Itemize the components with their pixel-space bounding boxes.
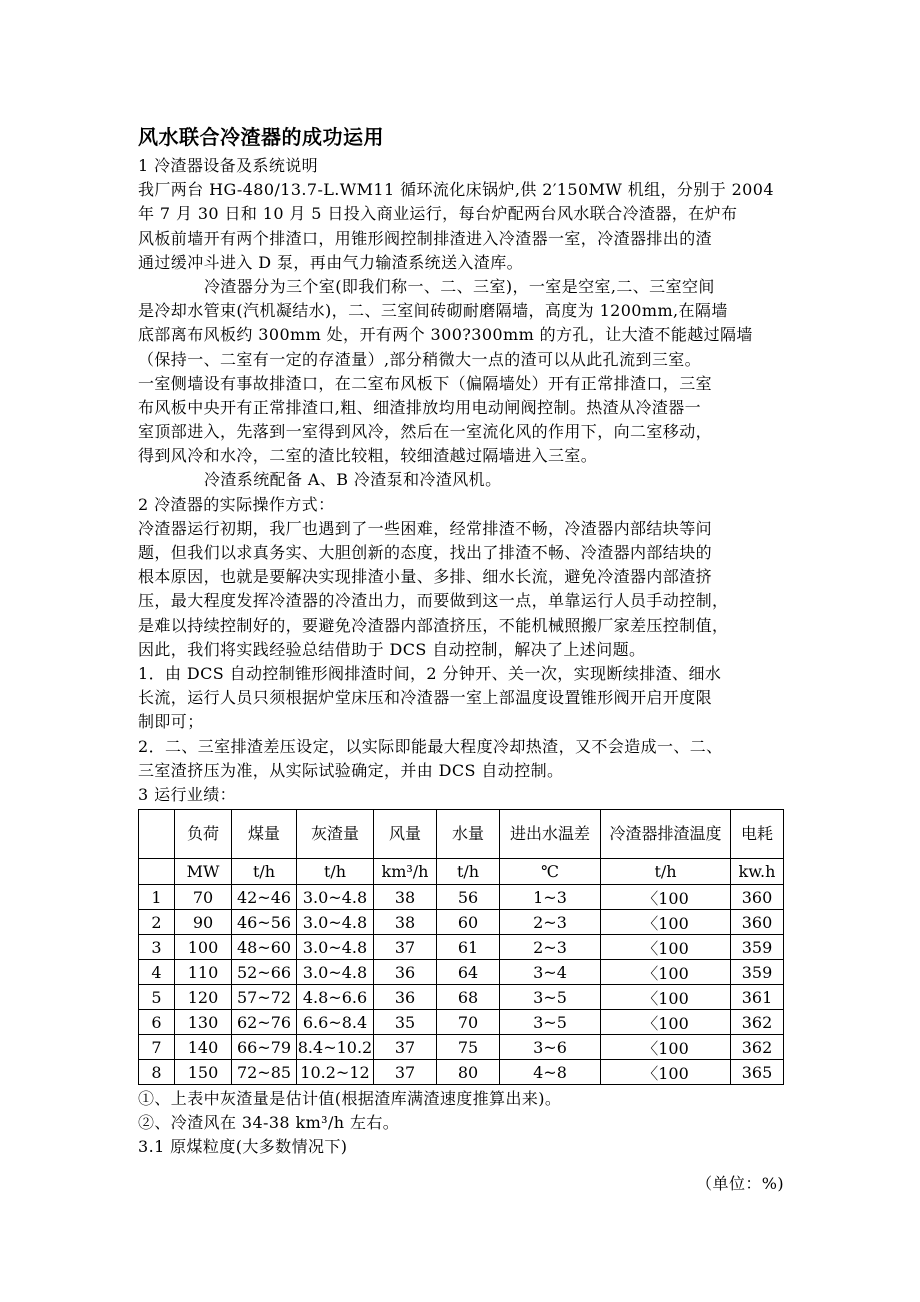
table-row bbox=[139, 1060, 784, 1085]
table-cell: 煤量 bbox=[232, 810, 297, 859]
section-1-paragraph-2 bbox=[138, 275, 784, 469]
section-2-paragraph-1 bbox=[138, 517, 784, 662]
table-cell: 〈100 bbox=[601, 1060, 731, 1085]
text-line: 布风板中央开有正常排渣口,粗、细渣排放均用电动闸阀控制。热渣从冷渣器一 bbox=[138, 397, 702, 417]
table-row bbox=[139, 1035, 784, 1060]
table-cell: 进出水温差 bbox=[500, 810, 601, 859]
table-cell: 48~60 bbox=[232, 935, 297, 960]
section-3-heading: 3 运行业绩： bbox=[138, 784, 237, 804]
table-cell: 120 bbox=[175, 985, 232, 1010]
text-line: 压，最大程度发挥冷渣器的冷渣出力，而要做到这一点，单靠运行人员手动控制， bbox=[138, 591, 729, 611]
table-cell: 360 bbox=[731, 885, 784, 910]
section-2-heading: 2 冷渣器的实际操作方式： bbox=[138, 494, 335, 514]
text-line: 因此，我们将实践经验总结借助于 DCS 自动控制，解决了上述问题。 bbox=[138, 639, 646, 659]
table-row bbox=[139, 885, 784, 910]
text-line: 得到风冷和水冷，二室的渣比较粗，较细渣越过隔墙进入三室。 bbox=[138, 446, 598, 466]
table-cell: 57~72 bbox=[232, 985, 297, 1010]
table-cell: 8.4~10.2 bbox=[297, 1035, 374, 1060]
performance-table bbox=[138, 809, 784, 1085]
list-item-2 bbox=[138, 735, 784, 783]
section-1-paragraph-3: 冷渣系统配备 A、B 冷渣泵和冷渣风机。 bbox=[204, 470, 502, 490]
table-units-row bbox=[139, 859, 784, 885]
table-cell: 〈100 bbox=[601, 985, 731, 1010]
table-cell: 75 bbox=[437, 1035, 500, 1060]
table-cell: km³/h bbox=[374, 859, 437, 885]
table-cell: 3.0~4.8 bbox=[297, 935, 374, 960]
table-cell: 风量 bbox=[374, 810, 437, 859]
table-cell: 36 bbox=[374, 985, 437, 1010]
list-item-1 bbox=[138, 662, 784, 735]
section-1-paragraph-1 bbox=[138, 178, 784, 275]
unit-note: （单位：%) bbox=[696, 1173, 784, 1193]
table-cell: 359 bbox=[731, 960, 784, 985]
table-cell: 电耗 bbox=[731, 810, 784, 859]
table-cell: t/h bbox=[437, 859, 500, 885]
table-row bbox=[139, 960, 784, 985]
table-cell: 80 bbox=[437, 1060, 500, 1085]
table-cell bbox=[139, 859, 175, 885]
table-cell: 水量 bbox=[437, 810, 500, 859]
table-cell: 4 bbox=[139, 960, 175, 985]
table-cell: 10.2~12 bbox=[297, 1060, 374, 1085]
text-line: 制即可； bbox=[138, 712, 204, 732]
text-line: 室顶部进入，先落到一室得到风冷，然后在一室流化风的作用下，向二室移动， bbox=[138, 422, 713, 442]
table-cell: kw.h bbox=[731, 859, 784, 885]
text-line: 根本原因，也就是要解决实现排渣小量、多排、细水长流，避免冷渣器内部渣挤 bbox=[138, 567, 713, 587]
table-cell: 3~5 bbox=[500, 1010, 601, 1035]
text-line: 我厂两台 HG-480/13.7-L.WM11 循环流化床锅炉,供 2′150MW 机组，分别于 2004 bbox=[138, 180, 774, 200]
table-cell: 361 bbox=[731, 985, 784, 1010]
table-cell: 52~66 bbox=[232, 960, 297, 985]
text-line: 年 7 月 30 日和 10 月 5 日投入商业运行，每台炉配两台风水联合冷渣器，在炉布 bbox=[138, 204, 738, 224]
table-cell: 〈100 bbox=[601, 910, 731, 935]
text-line: （保持一、二室有一定的存渣量）,部分稍微大一点的渣可以从此孔流到三室。 bbox=[138, 349, 702, 369]
table-cell: ℃ bbox=[500, 859, 601, 885]
table-cell: 64 bbox=[437, 960, 500, 985]
text-line: 冷渣器运行初期，我厂也遇到了一些困难，经常排渣不畅，冷渣器内部结块等问 bbox=[138, 518, 713, 538]
table-cell: 60 bbox=[437, 910, 500, 935]
table-cell: 360 bbox=[731, 910, 784, 935]
table-cell: 6.6~8.4 bbox=[297, 1010, 374, 1035]
table-cell: 1~3 bbox=[500, 885, 601, 910]
table-cell: 35 bbox=[374, 1010, 437, 1035]
table-cell: t/h bbox=[232, 859, 297, 885]
subsection-3-1-heading: 3.1 原煤粒度(大多数情况下) bbox=[138, 1137, 348, 1157]
table-cell: 〈100 bbox=[601, 885, 731, 910]
table-cell: t/h bbox=[297, 859, 374, 885]
table-cell: 〈100 bbox=[601, 960, 731, 985]
document-page bbox=[138, 120, 784, 1196]
table-cell: 140 bbox=[175, 1035, 232, 1060]
table-cell: 〈100 bbox=[601, 1010, 731, 1035]
table-cell: 〈100 bbox=[601, 935, 731, 960]
text-line: 三室渣挤压为准，从实际试验确定，并由 DCS 自动控制。 bbox=[138, 760, 564, 780]
table-cell: t/h bbox=[601, 859, 731, 885]
table-cell: 70 bbox=[175, 885, 232, 910]
table-cell: 36 bbox=[374, 960, 437, 985]
table-cell: 3 bbox=[139, 935, 175, 960]
table-cell: 4~8 bbox=[500, 1060, 601, 1085]
text-line: 长流，运行人员只须根据炉堂床压和冷渣器一室上部温度设置锥形阀开启开度限 bbox=[138, 688, 713, 708]
section-1-heading: 1 冷渣器设备及系统说明 bbox=[138, 156, 319, 175]
table-cell: 62~76 bbox=[232, 1010, 297, 1035]
table-cell: 72~85 bbox=[232, 1060, 297, 1085]
text-line: 1．由 DCS 自动控制锥形阀排渣时间，2 分钟开、关一次，实现断续排渣、细水 bbox=[138, 663, 722, 683]
table-cell: 37 bbox=[374, 1060, 437, 1085]
table-cell: 150 bbox=[175, 1060, 232, 1085]
table-row bbox=[139, 1010, 784, 1035]
table-note-1: ①、上表中灰渣量是估计值(根据渣库满渣速度推算出来)。 bbox=[138, 1089, 562, 1109]
table-cell: 负荷 bbox=[175, 810, 232, 859]
table-cell: 8 bbox=[139, 1060, 175, 1085]
table-cell: 110 bbox=[175, 960, 232, 985]
table-cell: 130 bbox=[175, 1010, 232, 1035]
table-cell: 3.0~4.8 bbox=[297, 910, 374, 935]
table-cell: 362 bbox=[731, 1035, 784, 1060]
table-cell: 4.8~6.6 bbox=[297, 985, 374, 1010]
table-cell: 3~6 bbox=[500, 1035, 601, 1060]
table-cell: 3.0~4.8 bbox=[297, 960, 374, 985]
table-cell: 3.0~4.8 bbox=[297, 885, 374, 910]
table-cell bbox=[139, 810, 175, 859]
table-cell: 42~46 bbox=[232, 885, 297, 910]
table-cell: 38 bbox=[374, 910, 437, 935]
table-cell: 7 bbox=[139, 1035, 175, 1060]
table-cell: 362 bbox=[731, 1010, 784, 1035]
text-line: 是冷却水管束(汽机凝结水)，二、三室间砖砌耐磨隔墙，高度为 1200mm,在隔墙 bbox=[138, 301, 728, 321]
text-line: 冷渣器分为三个室(即我们称一、二、三室)，一室是空室,二、三室空间 bbox=[204, 276, 715, 296]
table-cell: 3~4 bbox=[500, 960, 601, 985]
table-cell: 6 bbox=[139, 1010, 175, 1035]
text-line: 通过缓冲斗进入 D 泵，再由气力输渣系统送入渣库。 bbox=[138, 252, 524, 272]
table-cell: 灰渣量 bbox=[297, 810, 374, 859]
table-cell: 〈100 bbox=[601, 1035, 731, 1060]
table-cell: 2 bbox=[139, 910, 175, 935]
table-cell: 68 bbox=[437, 985, 500, 1010]
text-line: 底部离布风板约 300mm 处，开有两个 300?300mm 的方孔，让大渣不能越过隔墙 bbox=[138, 325, 753, 345]
table-cell: 2~3 bbox=[500, 910, 601, 935]
table-row bbox=[139, 910, 784, 935]
table-cell: 70 bbox=[437, 1010, 500, 1035]
table-cell: 61 bbox=[437, 935, 500, 960]
table-cell: 2~3 bbox=[500, 935, 601, 960]
table-cell: 359 bbox=[731, 935, 784, 960]
text-line: 风板前墙开有两个排渣口，用锥形阀控制排渣进入冷渣器一室，冷渣器排出的渣 bbox=[138, 228, 713, 248]
table-cell: 37 bbox=[374, 1035, 437, 1060]
table-cell: 66~79 bbox=[232, 1035, 297, 1060]
table-cell: MW bbox=[175, 859, 232, 885]
table-cell: 5 bbox=[139, 985, 175, 1010]
text-line: 2．二、三室排渣差压设定，以实际即能最大程度冷却热渣，又不会造成一、二、 bbox=[138, 736, 723, 756]
table-note-2: ②、冷渣风在 34-38 km³/h 左右。 bbox=[138, 1113, 400, 1133]
table-row bbox=[139, 985, 784, 1010]
table-cell: 37 bbox=[374, 935, 437, 960]
table-cell: 56 bbox=[437, 885, 500, 910]
table-cell: 365 bbox=[731, 1060, 784, 1085]
document-title: 风水联合冷渣器的成功运用 bbox=[138, 125, 384, 149]
table-header-row bbox=[139, 810, 784, 859]
table-cell: 3~5 bbox=[500, 985, 601, 1010]
table-cell: 46~56 bbox=[232, 910, 297, 935]
text-line: 是难以持续控制好的，要避免冷渣器内部渣挤压，不能机械照搬厂家差压控制值， bbox=[138, 615, 729, 635]
text-line: 一室侧墙设有事故排渣口，在二室布风板下（偏隔墙处）开有正常排渣口，三室 bbox=[138, 373, 713, 393]
table-cell: 38 bbox=[374, 885, 437, 910]
table-row bbox=[139, 935, 784, 960]
table-cell: 1 bbox=[139, 885, 175, 910]
table-cell: 100 bbox=[175, 935, 232, 960]
table-cell: 冷渣器排渣温度 bbox=[601, 810, 731, 859]
table-cell: 90 bbox=[175, 910, 232, 935]
text-line: 题，但我们以求真务实、大胆创新的态度，找出了排渣不畅、冷渣器内部结块的 bbox=[138, 543, 713, 562]
